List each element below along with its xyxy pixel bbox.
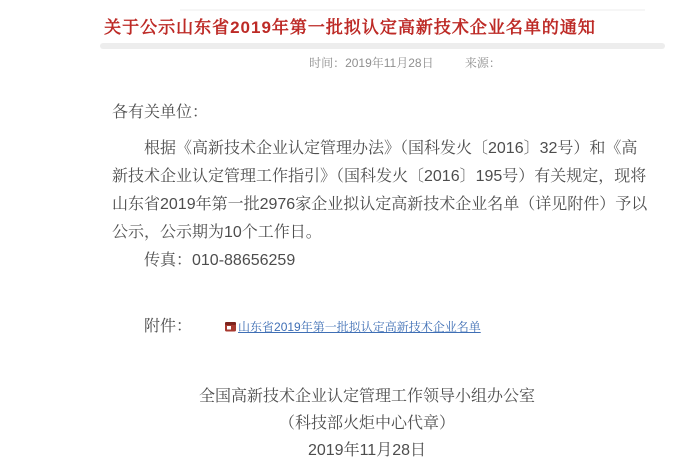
attachment-link[interactable] [192, 320, 481, 334]
attachment-file-icon [192, 315, 237, 343]
page-title: 关于公示山东省2019年第一批拟认定高新技术企业名单的通知 [104, 18, 596, 37]
salutation: 各有关单位： [112, 104, 209, 121]
paragraph-line: 新技术企业认定管理工作指引》（国科发火〔2016〕195号）有关规定，现将 [112, 168, 647, 185]
signature-org: 全国高新技术企业认定管理工作领导小组办公室 [198, 388, 535, 405]
paragraph-line: 根据《高新技术企业认定管理办法》（国科发火〔2016〕32号）和《高 [144, 140, 638, 157]
publish-time: 时间：2019年11月28日 [309, 56, 434, 70]
notice-body [0, 99, 700, 464]
title-divider-bar [100, 43, 665, 49]
attachment-row [112, 313, 622, 343]
fax-number: 传真：010-88656259 [144, 252, 296, 269]
attachment-link-text: 山东省2019年第一批拟认定高新技术企业名单 [238, 320, 481, 334]
paragraph-line: 山东省2019年第一批2976家企业拟认定高新技术企业名单（详见附件）予以 [112, 196, 648, 213]
attachment-label: 附件： [144, 318, 193, 335]
signature-date: 2019年11月28日 [307, 442, 426, 459]
source-label: 来源： [464, 56, 501, 70]
signature-seal-note: （科技部火炬中心代章） [278, 415, 455, 432]
paragraph-line: 公示，公示期为10个工作日。 [112, 224, 322, 241]
main-paragraph [112, 135, 648, 247]
top-divider-line [180, 9, 645, 11]
signature-block [112, 383, 622, 464]
article-meta [0, 54, 700, 71]
